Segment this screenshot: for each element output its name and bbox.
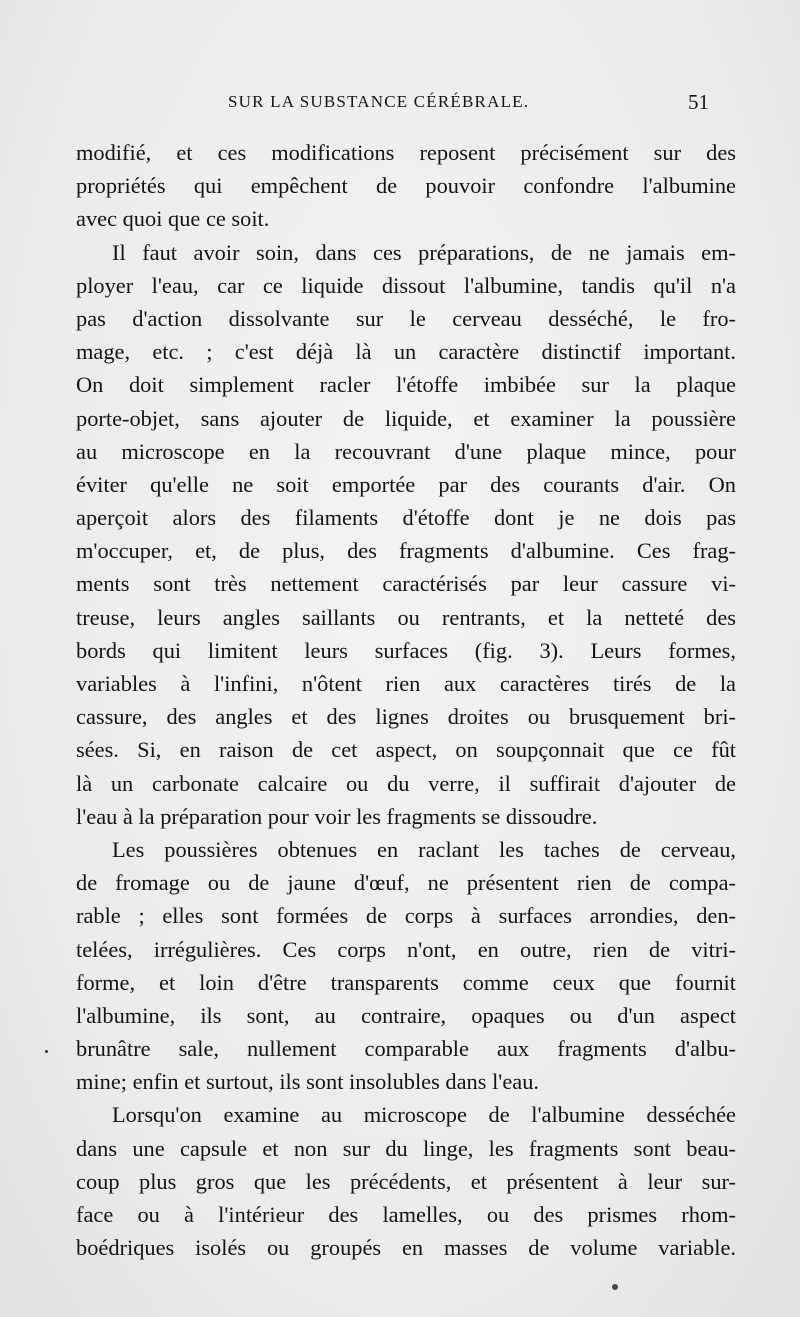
text-line: mine; enfin et surtout, ils sont insolubles dans l'eau. (76, 1069, 539, 1095)
running-title: SUR LA SUBSTANCE CÉRÉBRALE. (228, 92, 530, 111)
text-line: boédriques isolés ou groupés en masses de volume variable. (76, 1235, 736, 1261)
text-line: éviter qu'elle ne soit emportée par des courants d'air. On (76, 471, 736, 497)
text-line: porte-objet, sans ajouter de liquide, et examiner la poussière (76, 405, 736, 431)
text-line: l'eau à la préparation pour voir les fragments se dissoudre. (76, 803, 598, 829)
text-line: ments sont très nettement caractérisés par leur cassure vi- (76, 571, 736, 597)
text-line: telées, irrégulières. Ces corps n'ont, en outre, rien de vitri- (76, 936, 736, 962)
page-header (0, 92, 800, 122)
ink-speck (612, 1284, 618, 1290)
text-line: rable ; elles sont formées de corps à surfaces arrondies, den- (76, 903, 736, 929)
text-line: ployer l'eau, car ce liquide dissout l'albumine, tandis qu'il n'a (76, 272, 736, 298)
text-line: l'albumine, ils sont, au contraire, opaques ou d'un aspect (76, 1002, 736, 1028)
text-line: m'occuper, et, de plus, des fragments d'albumine. Ces frag- (76, 538, 736, 564)
text-line: propriétés qui empêchent de pouvoir confondre l'albumine (76, 173, 736, 199)
text-line: cassure, des angles et des lignes droites ou brusquement bri- (76, 704, 736, 730)
text-line: bords qui limitent leurs surfaces (fig. 3). Leurs formes, (76, 637, 736, 663)
text-line: là un carbonate calcaire ou du verre, il suffirait d'ajouter de (76, 770, 736, 796)
text-line: coup plus gros que les précédents, et présentent à leur sur- (76, 1168, 736, 1194)
text-line: au microscope en la recouvrant d'une plaque mince, pour (76, 438, 736, 464)
text-line: Il faut avoir soin, dans ces préparations, de ne jamais em- (112, 239, 736, 265)
text-line: avec quoi que ce soit. (76, 206, 270, 232)
text-line: pas d'action dissolvante sur le cerveau desséché, le fro- (76, 305, 736, 331)
text-line: mage, etc. ; c'est déjà là un caractère distinctif important. (76, 339, 736, 365)
text-line: sées. Si, en raison de cet aspect, on soupçonnait que ce fût (76, 737, 736, 763)
text-line: Lorsqu'on examine au microscope de l'albumine desséchée (112, 1102, 736, 1128)
text-line: variables à l'infini, n'ôtent rien aux caractères tirés de la (76, 671, 736, 696)
text-line: treuse, leurs angles saillants ou rentrants, et la netteté des (76, 604, 736, 630)
text-line: dans une capsule et non sur du linge, les fragments sont beau- (76, 1135, 736, 1161)
text-line: aperçoit alors des filaments d'étoffe dont je ne dois pas (76, 505, 736, 531)
text-line: modifié, et ces modifications reposent précisément sur des (76, 140, 736, 165)
ink-speck (45, 1050, 48, 1053)
text-line: brunâtre sale, nullement comparable aux fragments d'albu- (76, 1036, 736, 1062)
text-line: Les poussières obtenues en raclant les taches de cerveau, (112, 836, 736, 862)
text-line: de fromage ou de jaune d'œuf, ne présentent rien de compa- (76, 870, 736, 896)
body-text (76, 136, 736, 1264)
text-line: On doit simplement racler l'étoffe imbibée sur la plaque (76, 372, 736, 398)
page-number: 51 (688, 90, 709, 114)
text-line: forme, et loin d'être transparents comme ceux que fournit (76, 969, 736, 995)
text-line: face ou à l'intérieur des lamelles, ou des prismes rhom- (76, 1202, 736, 1227)
